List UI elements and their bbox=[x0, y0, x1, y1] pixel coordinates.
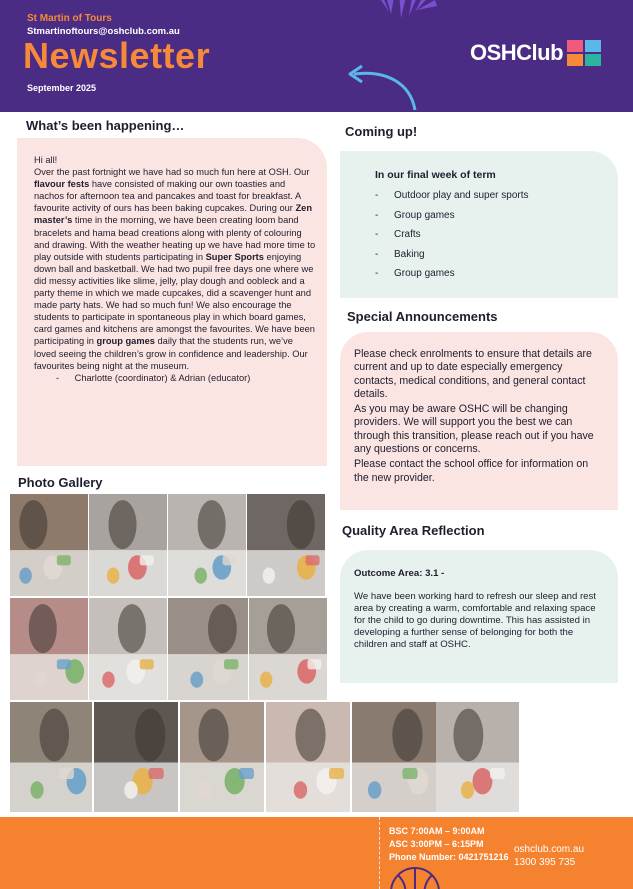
quality-box bbox=[340, 550, 618, 683]
photo-cookie-tray bbox=[352, 702, 436, 812]
photo-child-mixing bbox=[10, 598, 88, 700]
website-link[interactable]: oshclub.com.au bbox=[514, 844, 585, 855]
photo-loom-bands bbox=[94, 702, 178, 812]
coming-up-list bbox=[375, 190, 618, 279]
quality-heading: Quality Area Reflection bbox=[342, 523, 485, 538]
special-heading: Special Announcements bbox=[347, 309, 498, 324]
photo-slime-bowls bbox=[168, 598, 248, 700]
photo-batter-bowl bbox=[266, 702, 350, 812]
photo-play-dough bbox=[436, 702, 519, 812]
list-item: - Outdoor play and super sports bbox=[375, 190, 529, 201]
gallery-heading: Photo Gallery bbox=[18, 475, 103, 490]
asc-hours: ASC 3:00PM – 6:15PM bbox=[389, 839, 484, 849]
special-paragraph: Please check enrolments to ensure that details are current and up to date especially emergency contacts, medical conditions, and general contact details. bbox=[354, 348, 592, 400]
special-paragraph: As you may be aware OSHC will be changing providers. We will support you the best we can through this transition, please reach out if you have any questions or concerns. bbox=[354, 403, 594, 456]
special-paragraph: Please contact the school office for information on the new provider. bbox=[354, 458, 589, 484]
photo-hands-dough bbox=[89, 598, 167, 700]
photo-board-game bbox=[10, 494, 88, 596]
list-item: - Group games bbox=[375, 209, 455, 221]
newsletter-title: Newsletter bbox=[23, 35, 211, 76]
zen-masters-highlight: Zen master’s bbox=[34, 203, 313, 226]
coming-up-subheading: In our final week of term bbox=[375, 169, 496, 181]
list-item: - Crafts bbox=[375, 229, 421, 240]
group-games-highlight: group games bbox=[96, 336, 155, 347]
quality-body: We have been working hard to refresh our sleep and rest area by creating a warm, comfortable and relaxing space for the child to go during downtime. This has assisted in developing a further sense of belonging for both the children and staff at OSHC. bbox=[354, 590, 596, 650]
logo-squares-icon bbox=[567, 40, 601, 66]
opening-hours bbox=[389, 825, 509, 864]
photo-blender-cooking bbox=[247, 494, 325, 596]
photo-red-jelly bbox=[168, 494, 246, 596]
logo-text: OSHClub bbox=[470, 40, 564, 65]
happening-body: Over the past fortnight we have had so much fun here at OSH. Our flavour fests have consisted of making our own toasties and nachos for afternoon tea and pancakes and toast for breakfast. A favourite activity of ours has been baking cupcakes. During our Zen master’s time in the morning, we have been creating loom band bracelets and hama bead creations along with plenty of colouring and drawing. With the weather heating up we have had more time to play outside with students participating in Super Sports enjoying down ball and basketball. We had two pupil free days one where we did messy activities like slime, jelly, play dough and oobleck and a party theme in which we made cupcakes, did a scavenger hunt and made party hats. We had so much fun! We also encourage the students to participate in spontaneous play in which board games, card games and kitchens are amongst the favourites. We have been participating in group games daily that the students run, we’ve loved seeing the children’s grow in confidence and leadership. Our favourites being night at the museum. bbox=[34, 167, 316, 371]
oshclub-logo bbox=[470, 40, 601, 66]
list-item: - Baking bbox=[375, 248, 425, 260]
arrow-graphic bbox=[340, 62, 420, 112]
photo-craft-table bbox=[249, 598, 327, 700]
contact-email[interactable]: Stmartinoftours@oshclub.com.au bbox=[27, 26, 180, 37]
phone-1300[interactable]: 1300 395 735 bbox=[514, 857, 576, 868]
school-name: St Martin of Tours bbox=[27, 13, 112, 24]
basketball-icon bbox=[388, 865, 442, 889]
photo-baking-tray bbox=[180, 702, 264, 812]
photo-cupcake-tray bbox=[10, 702, 92, 812]
outcome-area: Outcome Area: 3.1 - bbox=[354, 568, 445, 579]
super-sports-highlight: Super Sports bbox=[205, 251, 264, 262]
issue-date: September 2025 bbox=[27, 83, 97, 93]
special-box bbox=[340, 332, 618, 510]
happening-box bbox=[17, 138, 327, 466]
bsc-hours: BSC 7:00AM – 9:00AM bbox=[389, 826, 485, 836]
flavour-fests-highlight: flavour fests bbox=[34, 179, 90, 190]
signature: - Charlotte (coordinator) & Adrian (educator) bbox=[56, 372, 251, 383]
happening-heading: What’s been happening… bbox=[26, 118, 185, 133]
newsletter-footer bbox=[0, 817, 633, 889]
footer-contact bbox=[514, 843, 584, 869]
burst-graphic bbox=[365, 0, 445, 32]
coming-up-heading: Coming up! bbox=[345, 124, 418, 139]
coming-up-box bbox=[340, 151, 618, 298]
list-item: - Group games bbox=[375, 268, 455, 279]
greeting: Hi all! bbox=[34, 155, 58, 165]
photo-painting-table bbox=[89, 494, 167, 596]
phone-number[interactable]: Phone Number: 0421751216 bbox=[389, 852, 509, 862]
newsletter-header bbox=[0, 0, 633, 112]
